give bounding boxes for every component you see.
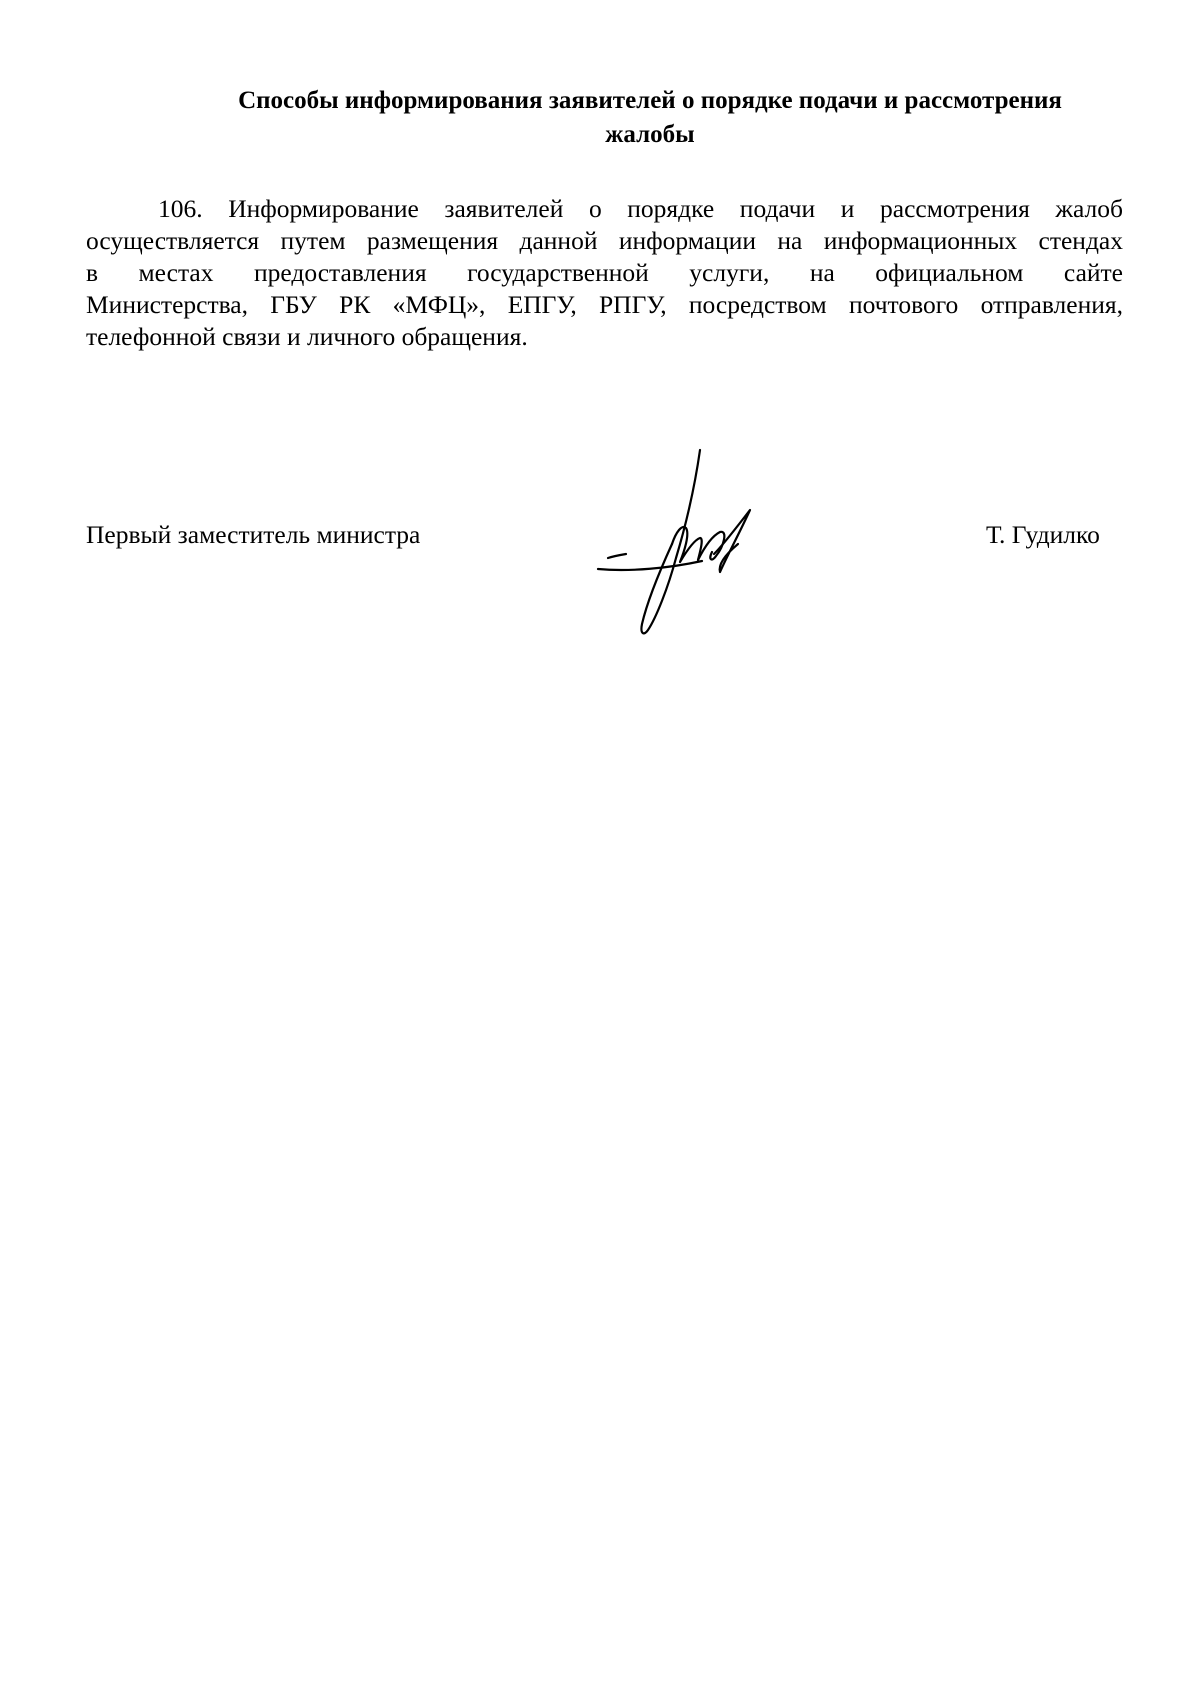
heading-line-2: жалобы [605,121,695,148]
paragraph-line-1-text: Информирование заявителей о порядке подачи и рассмотрения жалоб [228,194,1123,223]
handwritten-signature [590,448,800,638]
signer-position-title: Первый заместитель министра [86,520,421,549]
paragraph-line-2: осуществляется путем размещения данной информации на информационных стендах [86,226,1123,255]
paragraph-line-1 [86,193,1123,225]
paragraph-106 [86,193,1123,353]
paragraph-number: 106. [158,194,203,223]
paragraph-line-3: в местах предоставления государственной услуги, на официальном сайте [86,258,1123,287]
document-heading [150,84,1150,152]
signer-name: Т. Гудилко [986,520,1100,549]
heading-line-1: Способы информирования заявителей о порядке подачи и рассмотрения [238,87,1062,114]
paragraph-line-4: Министерства, ГБУ РК «МФЦ», ЕПГУ, РПГУ, посредством почтового отправления, [86,290,1123,319]
paragraph-line-5: телефонной связи и личного обращения. [86,322,528,351]
